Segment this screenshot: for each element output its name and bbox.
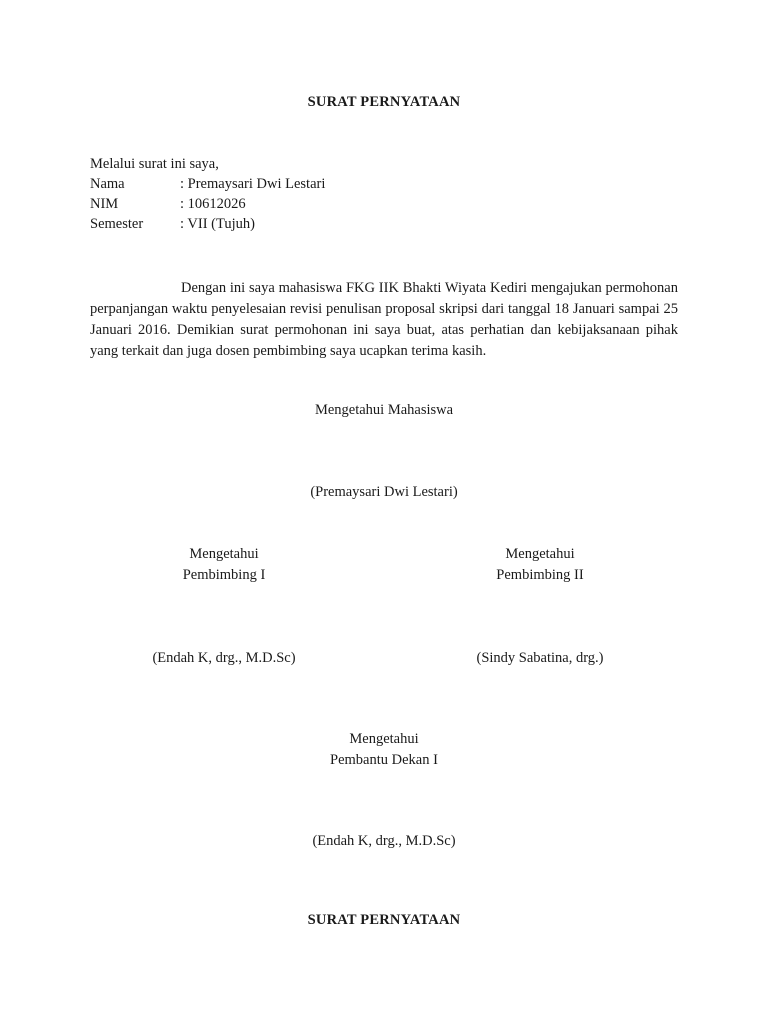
field-value: : VII (Tujuh) xyxy=(180,216,255,232)
advisor2-line1: Mengetahui xyxy=(505,546,575,562)
advisor2-line2: Pembimbing II xyxy=(496,567,584,583)
field-label: Semester xyxy=(90,216,144,232)
body-paragraph: Dengan ini saya mahasiswa FKG IIK Bhakti Wiyata Kediri mengajukan permohonan perpanjangan waktu penyelesaian revisi penulisan proposal skripsi dari tanggal 18 Januari sampai 25 Januari 2016. Demikian surat permohonan ini saya buat, atas perhatian dan kebijaksanaan pihak yang terkait dan juga dosen pembimbing saya ucapkan terima kasih. xyxy=(90,280,678,359)
advisor1-line2: Pembimbing I xyxy=(182,567,266,583)
dean-line2: Pembantu Dekan I xyxy=(330,752,438,768)
field-value: : 10612026 xyxy=(180,196,246,212)
dean-name: (Endah K, drg., M.D.Sc) xyxy=(312,833,456,849)
student-sign-heading: Mengetahui Mahasiswa xyxy=(314,402,454,418)
advisor1-block xyxy=(94,544,354,586)
intro-text: Melalui surat ini saya, xyxy=(90,156,219,172)
field-label: Nama xyxy=(90,176,125,192)
student-sign-name: (Premaysari Dwi Lestari) xyxy=(310,484,458,500)
advisor2-name: (Sindy Sabatina, drg.) xyxy=(476,650,604,666)
document-title: SURAT PERNYATAAN xyxy=(307,94,461,110)
dean-line1: Mengetahui xyxy=(349,731,419,747)
advisor1-line1: Mengetahui xyxy=(189,546,259,562)
advisor2-block xyxy=(410,544,670,586)
dean-block xyxy=(254,729,514,771)
advisor1-name: (Endah K, drg., M.D.Sc) xyxy=(152,650,296,666)
field-value: : Premaysari Dwi Lestari xyxy=(180,176,326,192)
next-page-title: SURAT PERNYATAAN xyxy=(307,912,461,928)
field-label: NIM xyxy=(90,196,119,212)
